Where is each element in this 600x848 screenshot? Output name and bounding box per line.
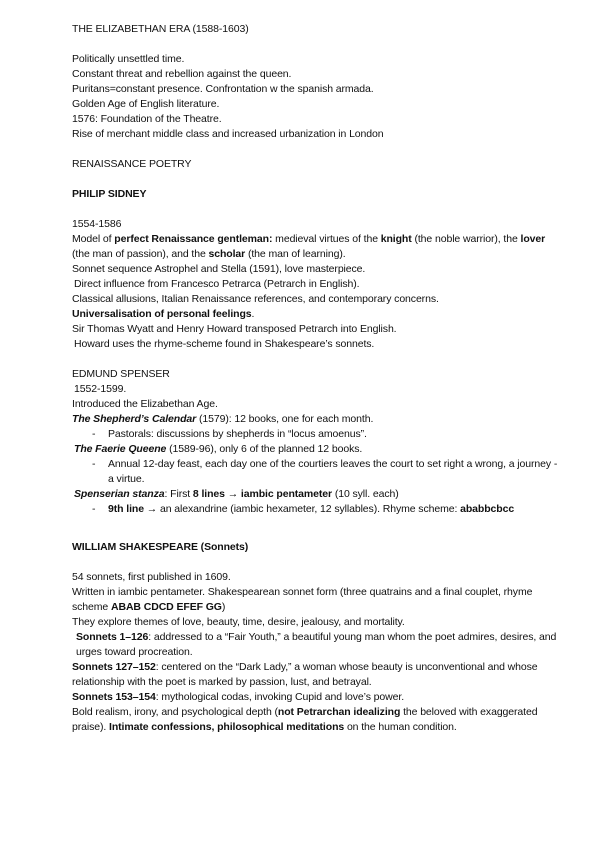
elizabethan-line: Constant threat and rebellion against the queen.	[72, 68, 292, 80]
spenser-faerie: The Faerie Queene (1589-96), only 6 of the planned 12 books.	[74, 443, 363, 455]
section-title-shakespeare: WILLIAM SHAKESPEARE (Sonnets)	[72, 541, 249, 553]
sidney-wyatt: Sir Thomas Wyatt and Henry Howard transposed Petrarch into English.	[72, 323, 397, 335]
shakespeare-form: Written in iambic pentameter. Shakespearean sonnet form (three quatrains and a final couplet, rhyme scheme ABAB CDCD EFEF GG)	[72, 586, 533, 613]
elizabethan-line: Golden Age of English literature.	[72, 98, 220, 110]
spenser-feast: - Annual 12-day feast, each day one of the courtiers leaves the court to set right a wrong, a journey - a virtue.	[92, 458, 558, 485]
shakespeare-sonnets-3: Sonnets 153–154: mythological codas, invoking Cupid and love’s power.	[72, 691, 405, 703]
section-title-renaissance: RENAISSANCE POETRY	[72, 158, 192, 170]
section-title-sidney: PHILIP SIDNEY	[72, 188, 147, 200]
sidney-years: 1554-1586	[72, 218, 122, 230]
sidney-model: Model of perfect Renaissance gentleman: medieval virtues of the knight (the noble warrior), the lover (the man of passion), and the scholar (the man of learning).	[72, 233, 546, 260]
shakespeare-sonnets-1: Sonnets 1–126: addressed to a “Fair Youth,” a beautiful young man whom the poet admires, desires, and urges toward procreation.	[76, 631, 557, 658]
spenser-calendar: The Shepherd’s Calendar (1579): 12 books, one for each month.	[72, 413, 374, 425]
section-title-elizabethan: THE ELIZABETHAN ERA (1588-1603)	[72, 23, 249, 35]
sidney-influence: Direct influence from Francesco Petrarca (Petrarch in English).	[74, 278, 360, 290]
elizabethan-line: Politically unsettled time.	[72, 53, 185, 65]
sidney-universal: Universalisation of personal feelings.	[72, 308, 255, 320]
elizabethan-line: Puritans=constant presence. Confrontation w the spanish armada.	[72, 83, 374, 95]
sidney-classical: Classical allusions, Italian Renaissance references, and contemporary concerns.	[72, 293, 439, 305]
shakespeare-sonnets-2: Sonnets 127–152: centered on the “Dark Lady,” a woman whose beauty is unconventional and whose relationship with the poet is marked by passion, lust, and betrayal.	[72, 661, 538, 688]
section-title-spenser: EDMUND SPENSER	[72, 368, 170, 380]
shakespeare-themes: They explore themes of love, beauty, time, desire, jealousy, and mortality.	[72, 616, 405, 628]
shakespeare-bold-realism: Bold realism, irony, and psychological depth (not Petrarchan idealizing the beloved with exaggerated praise). Intimate confessions, philosophical meditations on the human condition.	[72, 706, 538, 733]
elizabethan-line: 1576: Foundation of the Theatre.	[72, 113, 222, 125]
spenser-stanza: Spenserian stanza: First 8 lines → iambic pentameter (10 syll. each)	[74, 488, 399, 500]
spenser-intro: Introduced the Elizabethan Age.	[72, 398, 218, 410]
shakespeare-count: 54 sonnets, first published in 1609.	[72, 571, 231, 583]
elizabethan-line: Rise of merchant middle class and increased urbanization in London	[72, 128, 384, 140]
spenser-years: 1552-1599.	[74, 383, 127, 395]
sidney-sonnet: Sonnet sequence Astrophel and Stella (1591), love masterpiece.	[72, 263, 366, 275]
spenser-pastorals: - Pastorals: discussions by shepherds in “locus amoenus”.	[92, 428, 367, 440]
spenser-ninth-line: - 9th line → an alexandrine (iambic hexameter, 12 syllables). Rhyme scheme: ababbcbcc	[92, 503, 515, 515]
sidney-howard: Howard uses the rhyme-scheme found in Shakespeare’s sonnets.	[74, 338, 375, 350]
